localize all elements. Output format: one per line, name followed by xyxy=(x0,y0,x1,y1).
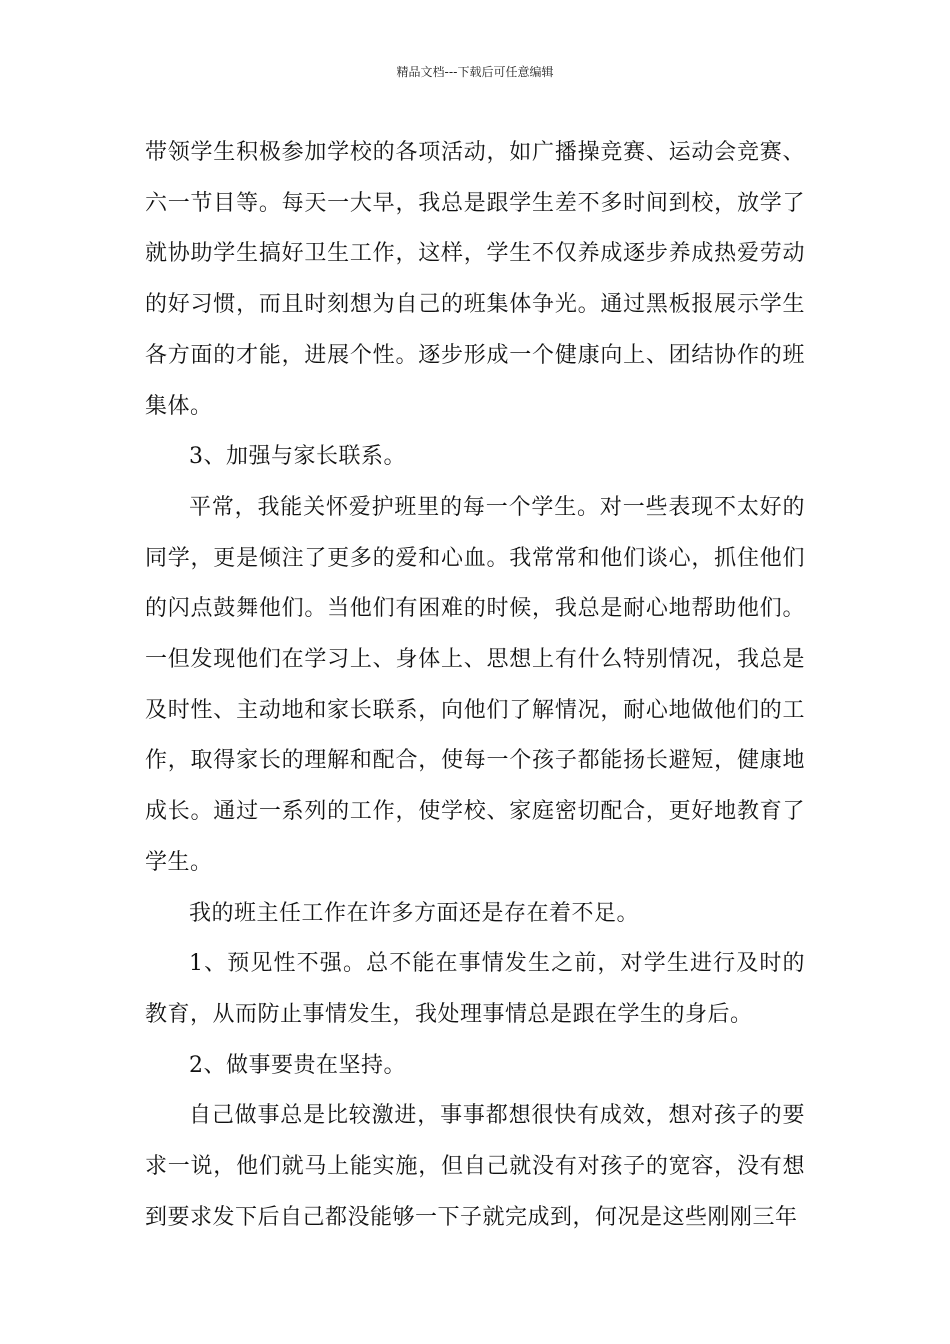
paragraph-shortcomings-intro: 我的班主任工作在许多方面还是存在着不足。 xyxy=(189,900,640,926)
page-header: 精品文档---下载后可任意编辑 xyxy=(396,65,554,79)
paragraph-class-activities: 带领学生积极参加学校的各项活动，如广播操竞赛、运动会竞赛、六一节目等。每天一大早，我总是跟学生差不多时间到校，放学了就协助学生搞好卫生工作，这样，学生不仅养成逐步养成热爱劳动的好习惯，而且时刻想为自己的班集体争光。通过黑板报展示学生各方面的才能，进展个性。逐步形成一个健康向上、团结协作的班集体。 xyxy=(145,140,805,419)
paragraph-care-for-students: 平常，我能关怀爱护班里的每一个学生。对一些表现不太好的同学，更是倾注了更多的爱和心血。我常常和他们谈心，抓住他们的闪点鼓舞他们。当他们有困难的时候，我总是耐心地帮助他们。一但发现他们在学习上、身体上、思想上有什么特别情况，我总是及时性、主动地和家长联系，向他们了解情况，耐心地做他们的工作，取得家长的理解和配合，使每一个孩子都能扬长避短，健康地成长。通过一系列的工作，使学校、家庭密切配合，更好地教育了学生。 xyxy=(145,494,805,875)
heading-persistence: 2、做事要贵在坚持。 xyxy=(189,1052,406,1078)
heading-parent-contact: 3、加强与家长联系。 xyxy=(189,444,406,470)
document-body xyxy=(145,128,805,1243)
paragraph-self-reflection: 自己做事总是比较激进，事事都想很快有成效，想对孩子的要求一说，他们就马上能实施，但自己就没有对孩子的宽容，没有想到要求发下后自己都没能够一下子就完成到，何况是这些刚刚三年 xyxy=(145,1103,805,1230)
paragraph-foresight: 1、预见性不强。总不能在事情发生之前，对学生进行及时的教育，从而防止事情发生，我处理事情总是跟在学生的身后。 xyxy=(145,951,805,1027)
